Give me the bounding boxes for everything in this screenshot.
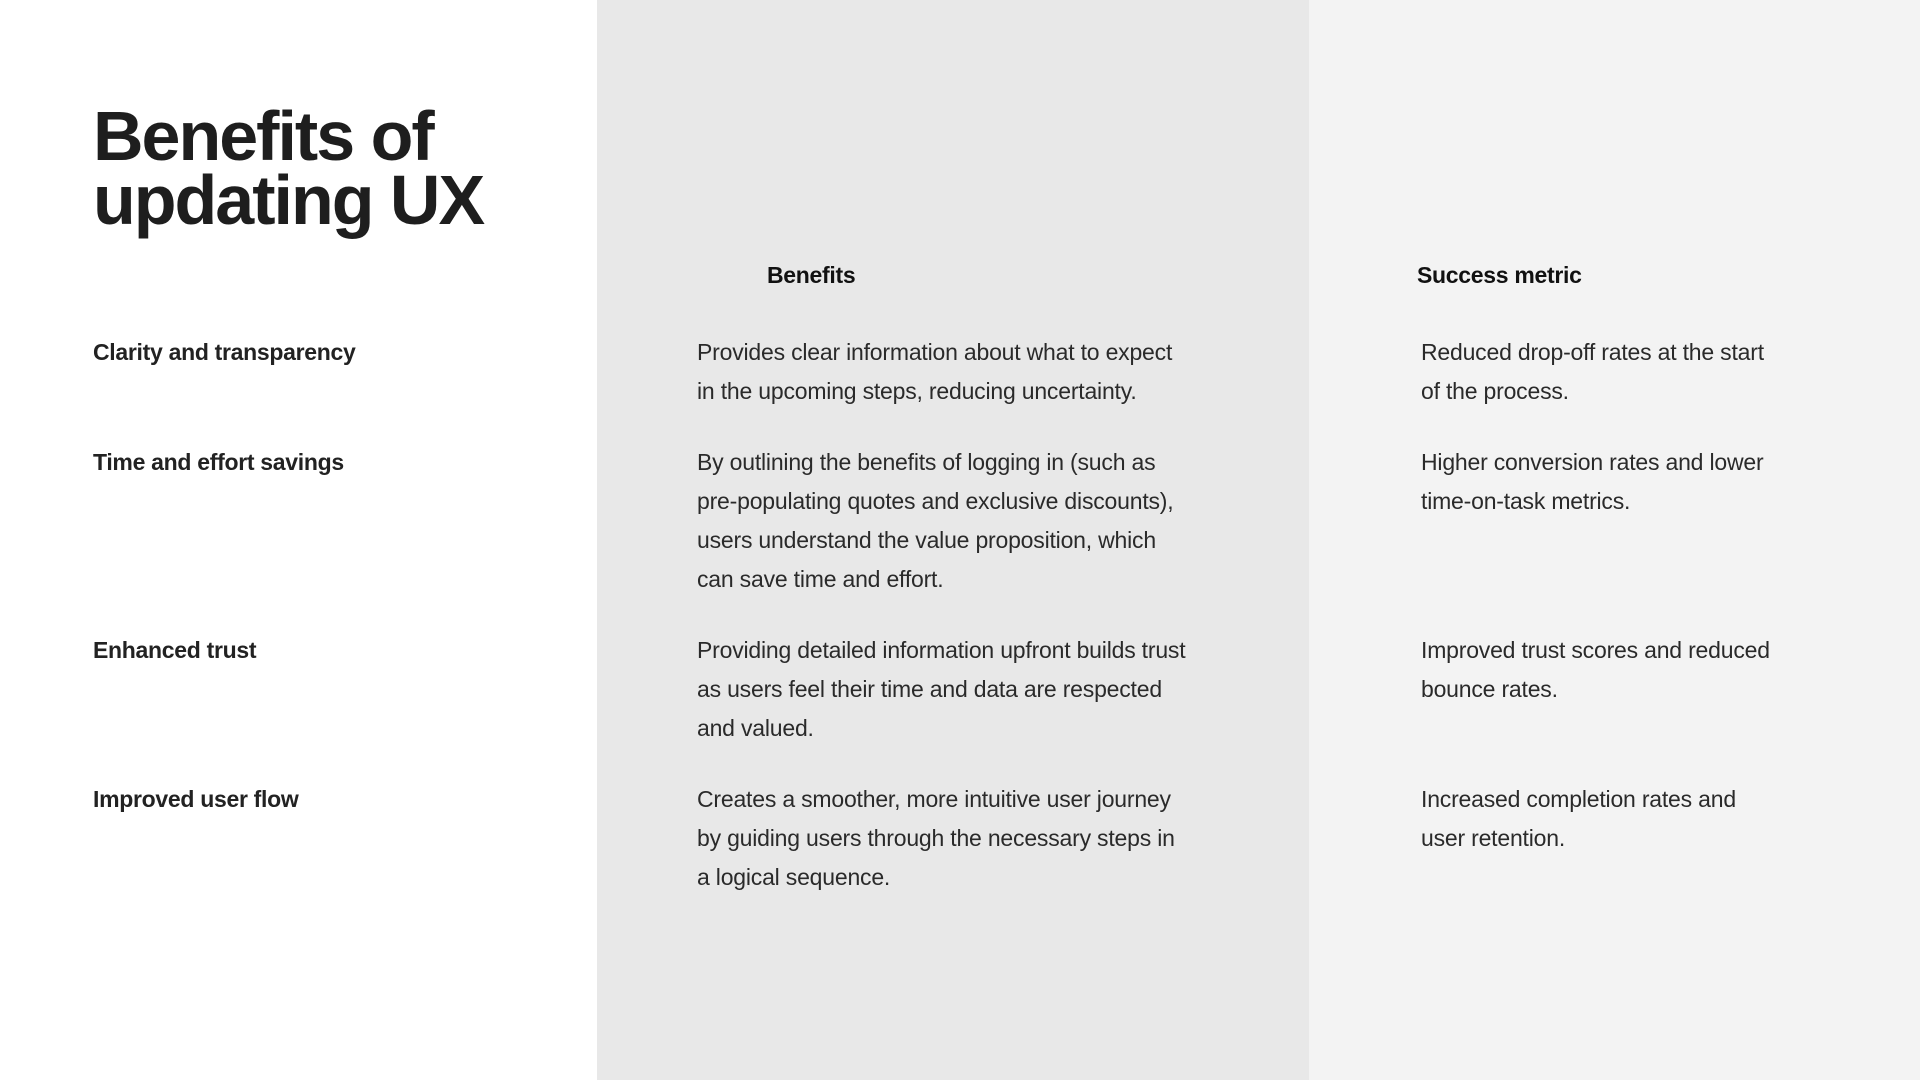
row-benefit-time-savings: By outlining the benefits of logging in (such as pre-populating quotes and exclusive discounts), users understand the value proposition, which can save time and effort. xyxy=(697,449,1174,592)
row-metric-user-flow: Increased completion rates and user retention. xyxy=(1421,786,1736,851)
row-metric-clarity: Reduced drop-off rates at the start of the process. xyxy=(1421,339,1764,404)
row-metric-time-savings: Higher conversion rates and lower time-on-task metrics. xyxy=(1421,449,1764,514)
row-benefit-clarity: Provides clear information about what to expect in the upcoming steps, reducing uncertainty. xyxy=(697,339,1173,404)
row-metric-enhanced-trust: Improved trust scores and reduced bounce rates. xyxy=(1421,637,1770,702)
row-label-enhanced-trust: Enhanced trust xyxy=(93,637,257,663)
success-metric-column-background xyxy=(1309,0,1920,1080)
success-metric-column-header: Success metric xyxy=(1417,262,1582,288)
benefits-column-header: Benefits xyxy=(767,262,856,288)
row-label-time-savings: Time and effort savings xyxy=(93,449,344,475)
row-benefit-user-flow: Creates a smoother, more intuitive user journey by guiding users through the necessary steps in a logical sequence. xyxy=(697,786,1175,890)
row-benefit-enhanced-trust: Providing detailed information upfront builds trust as users feel their time and data are respected and valued. xyxy=(697,637,1186,741)
row-label-clarity: Clarity and transparency xyxy=(93,339,356,365)
row-label-user-flow: Improved user flow xyxy=(93,786,299,812)
page-title: Benefits of updating UX xyxy=(93,97,484,239)
